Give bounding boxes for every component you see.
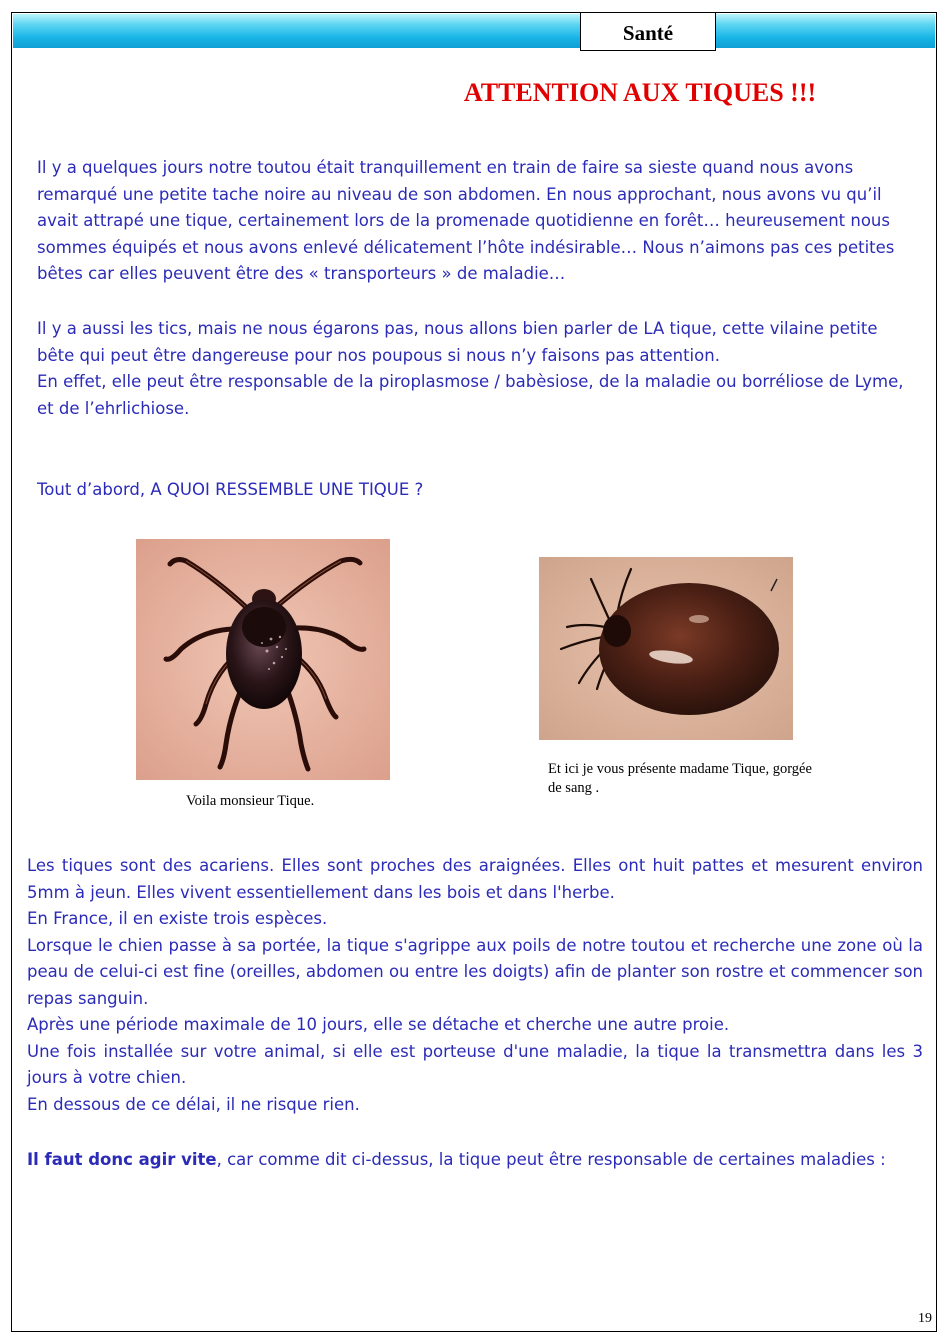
- tick-photo-engorged: [539, 557, 793, 740]
- header-band-left: [13, 14, 580, 48]
- diseases-line: En effet, elle peut être responsable de la piroplasmose / babèsiose, de la maladie ou borréliose de Lyme, et de l’ehrlichiose.: [37, 372, 904, 418]
- facts-line: Lorsque le chien passe à sa portée, la tique s'agrippe aux poils de notre toutou et recherche une zone où la peau de celui-ci est fine (oreilles, abdomen ou entre les doigts) afin de planter son rostre et commencer son repas sanguin.: [27, 935, 923, 1008]
- diseases-paragraph: [37, 316, 917, 422]
- facts-line: Les tiques sont des acariens. Elles sont proches des araignées. Elles ont huit pattes et mesurent environ 5mm à jeun. Elles vivent essentiellement dans les bois et dans l'herbe.: [27, 856, 923, 902]
- diseases-line: Il y a aussi les tics, mais ne nous égarons pas, nous allons bien parler de LA tique, cette vilaine petite bête qui peut être dangereuse pour nos poupous si nous n’y faisons pas attention.: [37, 319, 878, 365]
- article-title: ATTENTION AUX TIQUES !!!: [463, 78, 817, 107]
- conclusion-text: , car comme dit ci-dessus, la tique peut être responsable de certaines maladies :: [216, 1150, 886, 1169]
- facts-line: Une fois installée sur votre animal, si elle est porteuse d'une maladie, la tique la transmettra dans les 3 jours à votre chien.: [27, 1041, 923, 1087]
- caption-engorged-tick: Et ici je vous présente madame Tique, gorgée de sang .: [548, 761, 812, 796]
- section-label: Santé: [580, 13, 716, 51]
- question-heading: Tout d’abord, A QUOI RESSEMBLE UNE TIQUE ?: [37, 480, 424, 499]
- intro-paragraph: Il y a quelques jours notre toutou était tranquillement en train de faire sa sieste quand nous avons remarqué une petite tache noire au niveau de son abdomen. En nous approchant, nous avons vu qu’il avait attrapé une tique, certainement lors de la promenade quotidienne en forêt… heureusement nous sommes équipés et nous avons enlevé délicatement l’hôte indésirable… Nous n’aimons pas ces petites bêtes car elles peuvent être des « transporteurs » de maladie…: [37, 158, 895, 283]
- facts-paragraph: [27, 853, 923, 1118]
- page-number: 19: [918, 1311, 932, 1326]
- conclusion-emphasis: Il faut donc agir vite: [27, 1150, 217, 1169]
- conclusion-paragraph: [27, 1147, 923, 1174]
- header-band-right: [716, 14, 935, 48]
- facts-line: Après une période maximale de 10 jours, elle se détache et cherche une autre proie.: [27, 1015, 730, 1034]
- caption-unfed-tick: Voila monsieur Tique.: [186, 793, 315, 809]
- facts-line: En France, il en existe trois espèces.: [27, 909, 328, 928]
- tick-photo-unfed: [136, 539, 390, 780]
- facts-line: En dessous de ce délai, il ne risque rien.: [27, 1094, 360, 1114]
